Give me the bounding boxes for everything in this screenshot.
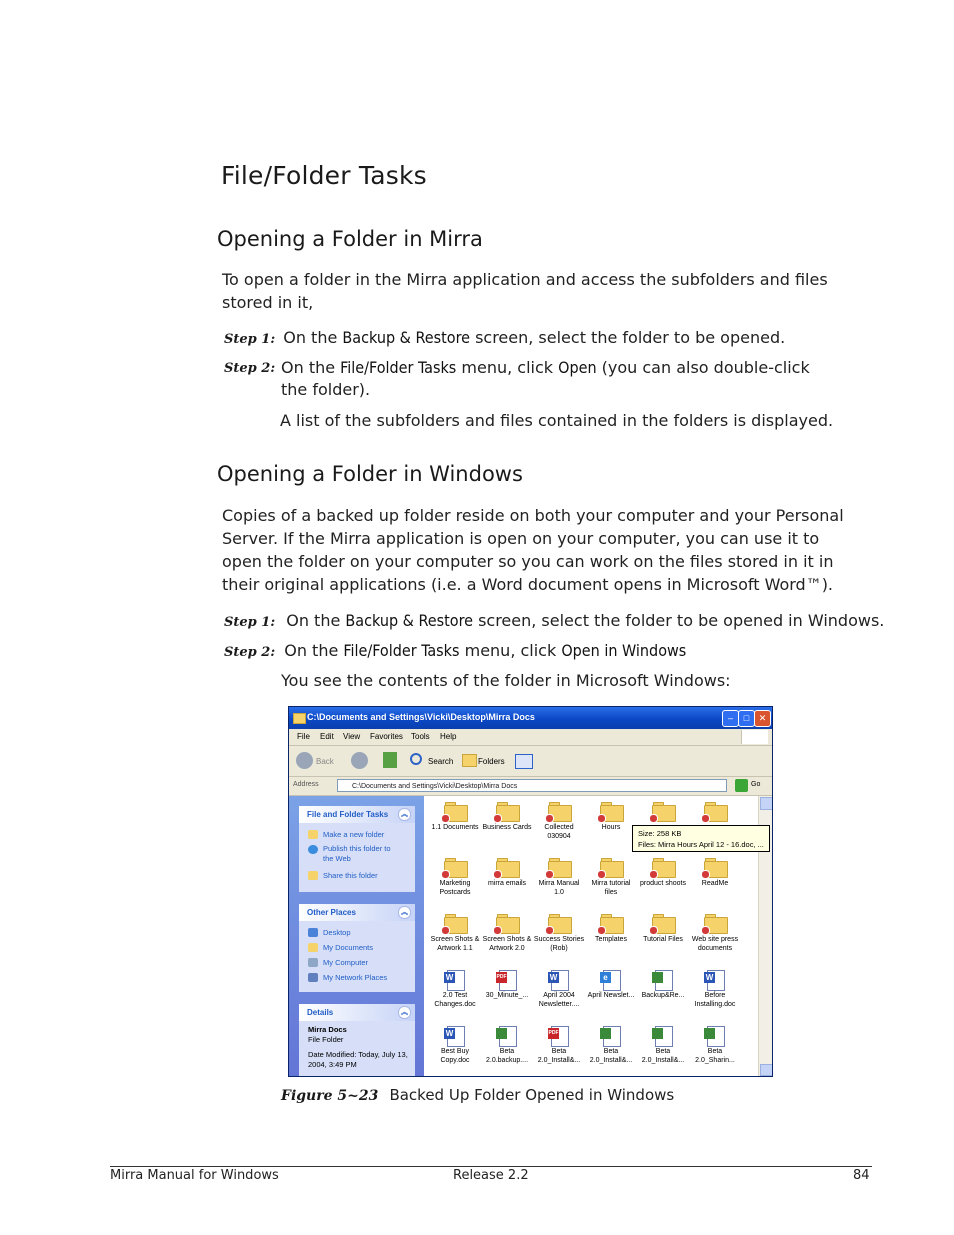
panel-header[interactable] <box>299 806 415 823</box>
folder-item[interactable] <box>429 802 481 832</box>
file-item[interactable] <box>585 970 637 1000</box>
step-text: (you can also double-click the folder). <box>281 358 810 399</box>
program-file-icon <box>652 1026 674 1044</box>
step-text: On the <box>283 328 343 347</box>
folder-icon <box>600 858 622 876</box>
program-file-icon <box>704 1026 726 1044</box>
step-text: On the <box>286 611 346 630</box>
file-label: Mirra tutorial files <box>591 880 631 896</box>
step-label: Step 2: <box>224 361 276 376</box>
address-label: Address <box>293 781 319 788</box>
tooltip-files: Files: Mirra Hours April 12 - 16.doc, ... <box>638 840 764 849</box>
section-intro-mirra: To open a folder in the Mirra application and access the subfolders and files stored in it, <box>222 270 828 312</box>
menu-view[interactable]: View <box>343 732 361 741</box>
menu-favorites[interactable]: Favorites <box>370 732 403 741</box>
pdf-document-icon: PDF <box>548 1026 570 1044</box>
file-label: April Newslet... <box>587 992 635 999</box>
windows-logo-icon <box>741 730 768 744</box>
details-modified: Date Modified: Today, July 13, 2004, 3:49 PM <box>308 1050 408 1069</box>
file-label: 1.1 Documents <box>431 824 479 831</box>
folder-item[interactable] <box>637 802 689 823</box>
file-label: Beta 2.0_Sharin... <box>695 1048 735 1064</box>
file-label: 30_Minute_... <box>485 992 529 999</box>
ui-term: Backup & Restore <box>342 328 470 347</box>
views-icon[interactable] <box>515 754 533 769</box>
file-label: Beta 2.0_Install&... <box>589 1048 633 1064</box>
folder-item[interactable] <box>637 914 689 944</box>
file-item[interactable] <box>637 1026 689 1065</box>
task-pane <box>289 796 424 1076</box>
panel-title: Other Places <box>307 908 356 917</box>
folder-icon <box>600 914 622 932</box>
file-item[interactable] <box>533 970 585 1009</box>
folder-icon <box>496 858 518 876</box>
file-item[interactable] <box>585 1026 637 1065</box>
step-1-mirra <box>224 327 785 349</box>
footer-rule <box>110 1166 872 1167</box>
folder-icon <box>548 914 570 932</box>
program-file-icon <box>600 1026 622 1044</box>
panel-file-folder-tasks <box>299 806 415 892</box>
my-documents-icon <box>308 943 318 952</box>
folder-item[interactable] <box>429 858 481 897</box>
pdf-document-icon: PDF <box>496 970 518 988</box>
tooltip-size: Size: 258 KB <box>638 829 682 838</box>
page-heading: File/Folder Tasks <box>221 161 427 190</box>
file-label: Collected 030904 <box>544 824 574 840</box>
title-bar <box>289 707 772 729</box>
menu-tools[interactable]: Tools <box>411 732 430 741</box>
footer-left: Mirra Manual for Windows <box>110 1168 279 1183</box>
step-text: On the <box>284 641 344 660</box>
step-result-mirra: A list of the subfolders and files contained in the folders is displayed. <box>280 411 834 430</box>
figure-label: Figure 5~23 <box>281 1088 379 1104</box>
address-input[interactable]: C:\Documents and Settings\Vicki\Desktop\Mirra Docs <box>337 779 727 792</box>
task-item-label: Make a new folder <box>323 830 385 839</box>
place-item[interactable] <box>299 925 415 940</box>
folder-icon <box>548 802 570 820</box>
collapse-chevron-icon[interactable]: ︽ <box>398 1006 411 1019</box>
program-file-icon <box>496 1026 518 1044</box>
step-label: Step 2: <box>224 645 276 660</box>
file-label: Before Installing.doc <box>694 992 736 1008</box>
step-2-mirra <box>281 357 841 401</box>
task-item-label: Publish this folder to the Web <box>323 844 391 863</box>
word-document-icon: W <box>704 970 726 988</box>
folder-item[interactable] <box>585 858 637 897</box>
place-item[interactable] <box>299 940 415 955</box>
folder-item[interactable] <box>481 858 533 888</box>
step-label: Step 1: <box>224 332 276 347</box>
file-label: Tutorial Files <box>643 936 683 943</box>
file-item[interactable] <box>429 1026 481 1065</box>
step-2-windows <box>224 640 686 662</box>
file-label: Marketing Postcards <box>439 880 471 896</box>
details-name: Mirra Docs <box>308 1025 347 1034</box>
ui-term: Backup & Restore <box>345 611 473 630</box>
place-item[interactable] <box>299 970 415 985</box>
folder-icon <box>652 858 674 876</box>
folder-icon <box>652 914 674 932</box>
folder-icon <box>496 914 518 932</box>
folder-icon <box>548 858 570 876</box>
go-arrow-icon[interactable] <box>735 779 748 792</box>
maximize-button[interactable]: □ <box>738 710 755 727</box>
folder-item[interactable] <box>689 914 741 953</box>
file-label: Best Buy Copy.doc <box>440 1048 470 1064</box>
task-item[interactable] <box>299 842 393 868</box>
folder-icon <box>496 802 518 820</box>
share-folder-icon <box>308 871 318 880</box>
file-item[interactable] <box>481 970 533 1000</box>
file-label: 2.0 Test Changes.doc <box>434 992 476 1008</box>
folders-icon[interactable] <box>462 754 477 767</box>
ui-term: Open in Windows <box>561 641 687 660</box>
folder-tooltip <box>632 825 770 852</box>
forward-arrow-icon[interactable] <box>351 752 368 769</box>
file-label: ReadMe <box>701 880 729 887</box>
panel-other-places <box>299 904 415 992</box>
file-item[interactable] <box>689 1026 741 1065</box>
word-document-icon: W <box>444 970 466 988</box>
file-item[interactable] <box>429 970 481 1009</box>
search-icon[interactable] <box>410 753 422 765</box>
file-label: Business Cards <box>482 824 532 831</box>
file-label: product shoots <box>640 880 686 887</box>
folders-label[interactable]: Folders <box>478 757 505 766</box>
folder-item[interactable] <box>689 858 741 888</box>
folder-item[interactable] <box>637 858 689 888</box>
scroll-up-arrow-icon[interactable] <box>760 797 773 810</box>
scroll-down-arrow-icon[interactable] <box>760 1064 773 1076</box>
menu-bar <box>289 729 772 746</box>
file-label: Screen Shots & Artwork 2.0 <box>482 936 532 952</box>
file-label: Beta 2.0_Install&... <box>641 1048 685 1064</box>
folder-icon <box>444 914 466 932</box>
program-file-icon <box>652 970 674 988</box>
menu-help[interactable]: Help <box>440 732 457 741</box>
web-document-icon: e <box>600 970 622 988</box>
globe-icon <box>308 845 318 854</box>
panel-header[interactable] <box>299 1004 415 1021</box>
menu-file[interactable]: File <box>297 732 310 741</box>
step-result-windows: You see the contents of the folder in Microsoft Windows: <box>281 671 731 690</box>
file-label: Backup&Re... <box>641 992 685 999</box>
task-item[interactable] <box>299 827 415 842</box>
folder-icon <box>444 858 466 876</box>
file-label: Screen Shots & Artwork 1.1 <box>430 936 480 952</box>
step-text: menu, click <box>456 358 559 377</box>
folder-item[interactable] <box>481 802 533 832</box>
file-label: Hours <box>601 824 621 831</box>
footer-page-number: 84 <box>853 1168 870 1183</box>
up-folder-icon[interactable] <box>383 752 397 768</box>
folder-icon <box>704 802 726 820</box>
figure-caption-text: Backed Up Folder Opened in Windows <box>389 1086 675 1104</box>
folder-item[interactable] <box>689 802 741 823</box>
step-text: screen, select the folder to be opened. <box>469 328 786 347</box>
folder-icon <box>600 802 622 820</box>
footer-center: Release 2.2 <box>453 1168 529 1183</box>
file-label: Beta 2.0_Install&... <box>537 1048 581 1064</box>
file-label: mirra emails <box>487 880 527 887</box>
task-item-label: Share this folder <box>323 871 378 880</box>
step-1-windows <box>224 610 884 632</box>
folder-item[interactable] <box>533 914 585 953</box>
folder-item[interactable] <box>585 914 637 944</box>
folder-icon <box>652 802 674 820</box>
place-item-label: Desktop <box>323 928 351 937</box>
section-title-mirra: Opening a Folder in Mirra <box>217 227 483 251</box>
word-document-icon: W <box>548 970 570 988</box>
file-label: Mirra Manual 1.0 <box>538 880 580 896</box>
toolbar <box>289 746 772 777</box>
details-content <box>299 1021 415 1070</box>
step-text: On the <box>281 358 341 377</box>
file-label: April 2004 Newsletter.... <box>538 992 580 1008</box>
explorer-window <box>288 706 773 1077</box>
close-button[interactable]: ✕ <box>754 710 771 727</box>
network-places-icon <box>308 973 318 982</box>
place-item-label: My Documents <box>323 943 374 952</box>
place-item-label: My Computer <box>323 958 369 967</box>
place-item-label: My Network Places <box>323 973 388 982</box>
file-label: Web site press documents <box>691 936 739 952</box>
panel-header[interactable] <box>299 904 415 921</box>
file-label: Beta 2.0.backup.... <box>485 1048 529 1064</box>
folder-item[interactable] <box>481 914 533 953</box>
back-arrow-icon[interactable] <box>296 752 313 769</box>
word-document-icon: W <box>444 1026 466 1044</box>
go-label[interactable]: Go <box>751 781 761 788</box>
folder-icon <box>293 713 306 724</box>
ui-term: File/Folder Tasks <box>340 358 457 377</box>
panel-details <box>299 1004 415 1077</box>
menu-edit[interactable]: Edit <box>320 732 334 741</box>
panel-title: File and Folder Tasks <box>307 810 389 819</box>
collapse-chevron-icon[interactable]: ︽ <box>398 808 411 821</box>
collapse-chevron-icon[interactable]: ︽ <box>398 906 411 919</box>
ui-term: Open <box>558 358 597 377</box>
folder-item[interactable] <box>533 802 585 841</box>
file-item[interactable] <box>637 970 689 1000</box>
folder-icon <box>704 914 726 932</box>
folder-item[interactable] <box>585 802 637 832</box>
step-label: Step 1: <box>224 615 276 630</box>
address-bar <box>289 777 772 796</box>
file-item[interactable] <box>689 970 741 1009</box>
folder-icon <box>704 858 726 876</box>
search-label[interactable]: Search <box>428 757 454 766</box>
folder-item[interactable] <box>429 914 481 953</box>
place-item[interactable] <box>299 955 415 970</box>
ui-term: File/Folder Tasks <box>343 641 460 660</box>
desktop-icon <box>308 928 318 937</box>
file-label: Templates <box>595 936 627 943</box>
panel-title: Details <box>307 1008 334 1017</box>
section-title-windows: Opening a Folder in Windows <box>217 462 523 486</box>
file-item[interactable] <box>481 1026 533 1065</box>
back-label[interactable]: Back <box>316 757 334 766</box>
new-folder-icon <box>308 830 318 839</box>
file-item[interactable] <box>533 1026 585 1065</box>
details-type: File Folder <box>308 1035 344 1044</box>
window-title: C:\Documents and Settings\Vicki\Desktop\Mirra Docs <box>307 712 535 722</box>
task-item[interactable] <box>299 868 415 883</box>
figure-caption <box>281 1085 674 1104</box>
step-text: menu, click <box>459 641 562 660</box>
my-computer-icon <box>308 958 318 967</box>
step-text: screen, select the folder to be opened in Windows. <box>472 611 885 630</box>
file-label: Success Stories (Rob) <box>533 936 585 952</box>
folder-item[interactable] <box>533 858 585 897</box>
minimize-button[interactable]: – <box>722 710 739 727</box>
section-intro-windows: Copies of a backed up folder reside on both your computer and your Personal Server. If the Mirra application is open on your computer, you can use it to open the folder on your computer so you can work on the files stored in it in their original applications (i.e. a Word document opens in Microsoft Word™). <box>222 506 844 594</box>
folder-icon <box>444 802 466 820</box>
